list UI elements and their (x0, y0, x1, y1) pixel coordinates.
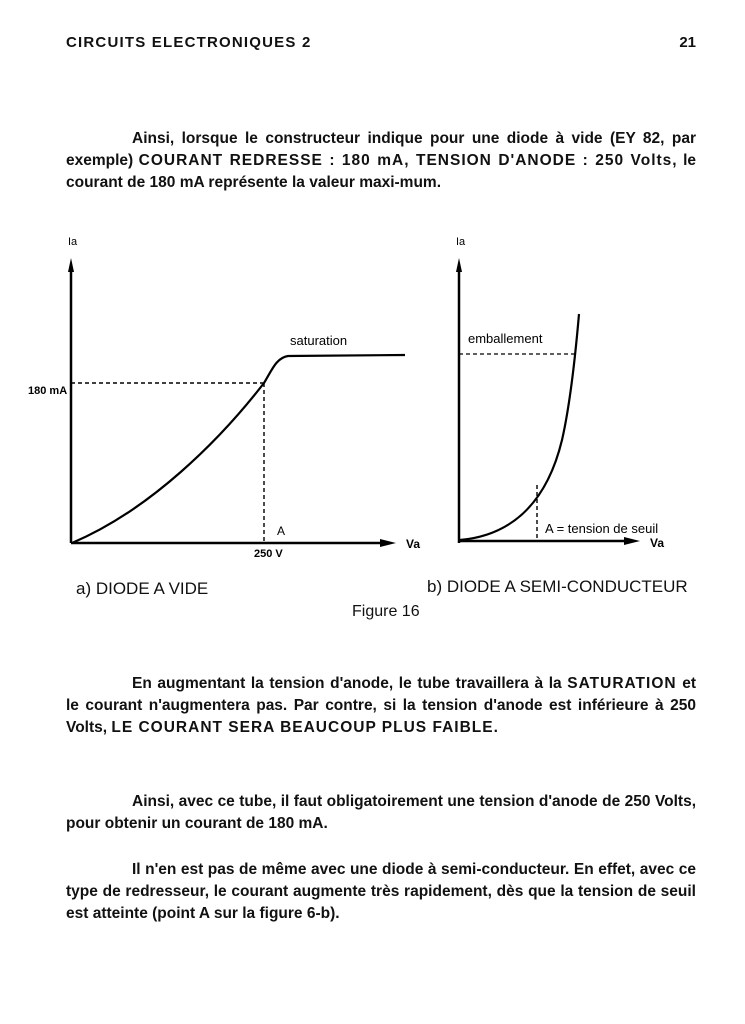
right-y-arrow (456, 258, 462, 272)
figure-title: Figure 16 (352, 603, 420, 620)
threshold-label: A = tension de seuil (545, 521, 659, 536)
current-180ma-label: 180 mA (28, 385, 68, 397)
page-number: 21 (679, 34, 696, 51)
paragraph-4-text: Il n'en est pas de même avec une diode à semi-conducteur. En effet, avec ce type de redresseur, le courant augmente très rapidement, dès que la tension de seuil est atteinte (point A sur la figure 6-b). (66, 861, 696, 922)
paragraph-2-text-b: SATURATION (567, 675, 677, 692)
paragraph-1-text-c: le courant de 180 mA représente la valeur maxi-mum. (66, 152, 696, 191)
caption-semiconductor-diode: b) DIODE A SEMI-CONDUCTEUR (427, 577, 688, 596)
left-x-arrow (380, 539, 396, 547)
caption-vacuum-diode: a) DIODE A VIDE (76, 579, 209, 598)
paragraph-4 (66, 859, 696, 925)
point-a-label: A (277, 524, 286, 538)
paragraph-2-text-c: et le courant n'augmentera pas. Par contre, si la tension d'anode est inférieure à 250 Volts, (66, 675, 696, 736)
saturation-label: saturation (290, 333, 348, 348)
left-y-arrow (68, 258, 74, 272)
paragraph-1-text-b: COURANT REDRESSE : 180 mA, TENSION D'ANODE : 250 Volts, (138, 152, 678, 169)
paragraph-3 (66, 791, 696, 835)
graph-semiconductor-diode (456, 236, 664, 550)
paragraph-3-text: Ainsi, avec ce tube, il faut obligatoirement une tension d'anode de 250 Volts, pour obtenir un courant de 180 mA. (66, 793, 696, 832)
left-y-label: Ia (68, 236, 78, 248)
runaway-label: emballement (468, 331, 543, 346)
paragraph-2-text-a: En augmentant la tension d'anode, le tube travaillera à la (132, 675, 562, 692)
book-title: CIRCUITS ELECTRONIQUES 2 (66, 34, 312, 51)
left-x-label: Va (406, 537, 421, 551)
voltage-250v-label: 250 V (254, 548, 283, 560)
semiconductor-diode-curve (460, 314, 579, 540)
graph-vacuum-diode (28, 236, 420, 560)
right-x-label: Va (650, 536, 665, 550)
paragraph-1-text-a: Ainsi, lorsque le constructeur indique pour une diode à vide (EY 82, par exemple) (66, 130, 696, 169)
paragraph-2 (66, 673, 696, 739)
paragraph-2-text-d: LE COURANT SERA BEAUCOUP PLUS FAIBLE. (111, 719, 499, 736)
right-y-label: Ia (456, 236, 466, 248)
right-x-arrow (624, 537, 640, 545)
